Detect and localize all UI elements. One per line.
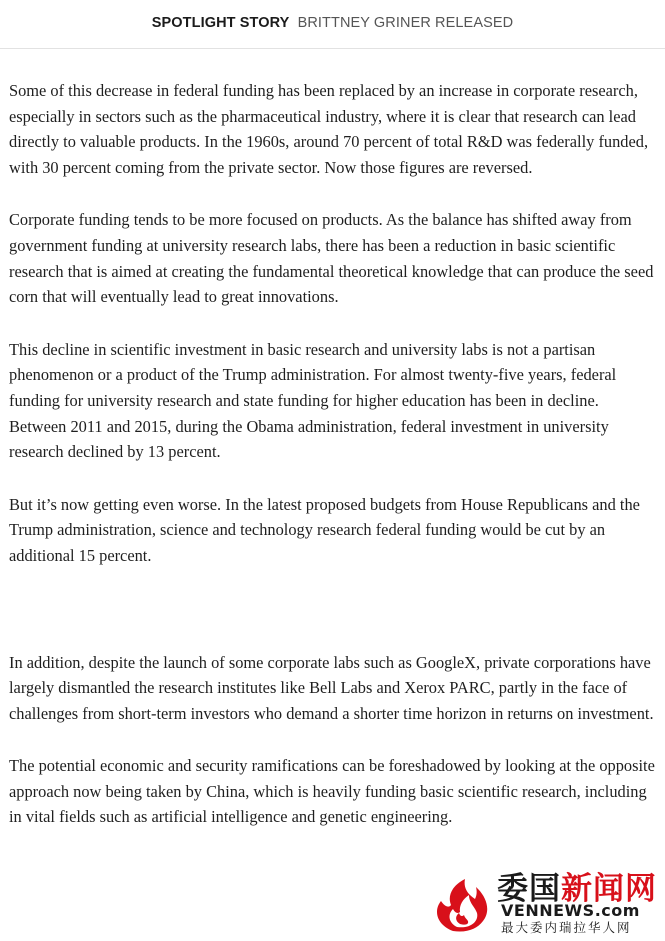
- article-paragraph-2: Corporate funding tends to be more focused on products. As the balance has shifted away from government funding at university research labs, there has been a reduction in basic scientific research that is aimed at creating the fundamental theoretical knowledge that can produce the seed corn that will eventually lead to great innovations.: [9, 210, 654, 307]
- spotlight-headline-link[interactable]: BRITTNEY GRINER RELEASED: [297, 15, 514, 31]
- article-paragraph-6: The potential economic and security ramifications can be foreshadowed by looking at the opposite approach now being taken by China, which is heavily funding basic scientific research, including in vital fields such as artificial intelligence and genetic engineering.: [9, 756, 655, 827]
- watermark-chinese-title: 委国新闻网: [497, 871, 657, 907]
- watermark-url: VENNEWS.com: [501, 901, 640, 920]
- flame-logo-icon: [427, 877, 497, 933]
- article-paragraph-5: In addition, despite the launch of some corporate labs such as GoogleX, private corporations have largely dismantled the research institutes like Bell Labs and Xerox PARC, partly in the face of challenges from short-term investors who demand a shorter time horizon in returns on investment.: [9, 652, 654, 723]
- spotlight-kicker: SPOTLIGHT STORY: [151, 15, 290, 31]
- ad-spacer: [9, 596, 657, 650]
- spotlight-bar[interactable]: [0, 0, 665, 49]
- site-watermark: [427, 871, 661, 937]
- article-paragraph-1: Some of this decrease in federal funding has been replaced by an increase in corporate research, especially in sectors such as the pharmaceutical industry, where it is clear that research can lead directly to valuable products. In the 1960s, around 70 percent of total R&D was federally funded, with 30 percent coming from the private sector. Now those figures are reversed.: [9, 81, 649, 177]
- watermark-subtitle: 最大委内瑞拉华人网: [501, 920, 632, 935]
- article-paragraph-4: But it’s now getting even worse. In the latest proposed budgets from House Republicans and the Trump administration, science and technology research federal funding would be cut by an additional 15 percent.: [9, 494, 640, 565]
- article-paragraph-3: This decline in scientific investment in basic research and university labs is not a partisan phenomenon or a product of the Trump administration. For almost twenty-five years, federal funding for university research and state funding for higher education has been in decline. Between 2011 and 2015, during the Obama administration, federal investment in university research declined by 13 percent.: [9, 339, 617, 462]
- article-body: [9, 78, 657, 857]
